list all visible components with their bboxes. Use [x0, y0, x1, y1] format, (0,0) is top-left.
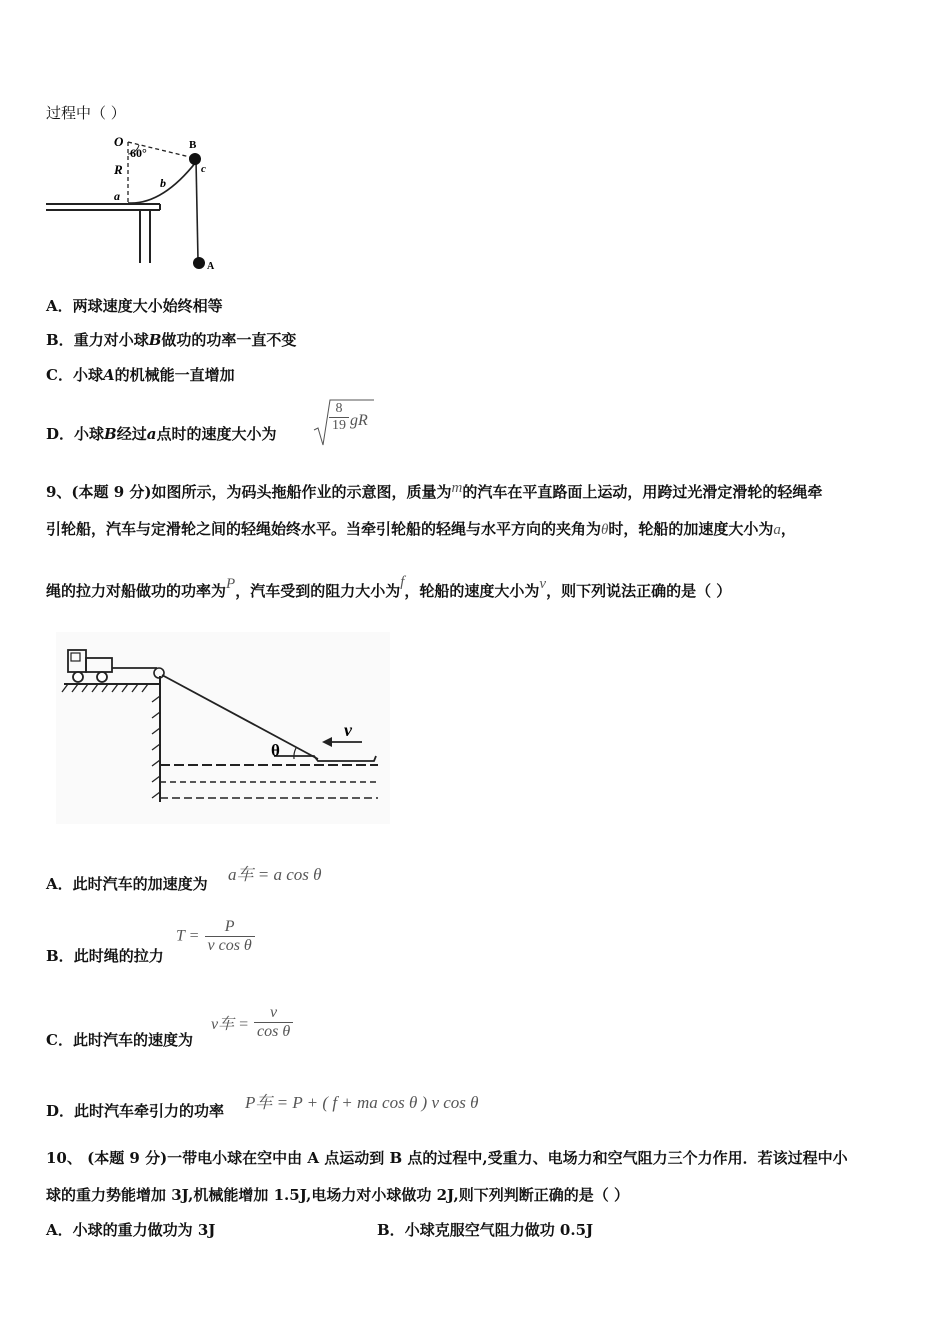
ball-b: [189, 153, 201, 165]
q9-option-b-formula: T = $\frac{P}{\text{v cos θ}}$: [176, 918, 255, 955]
q10-line-1: 10、 (本题 9 分)一带电小球在空中由 A 点运动到 B 点的过程中,受重力、电场力和空气阻力三个力作用．若该过程中小: [46, 1149, 848, 1167]
label-r: R: [114, 162, 123, 177]
q9-line-1: 9、(本题 9 分)如图所示，为码头拖船作业的示意图，质量为m的汽车在平直路面上运动，用跨过光滑定滑轮的轻绳牵: [46, 480, 823, 501]
label-o: O: [114, 134, 124, 149]
label-theta: θ: [271, 741, 280, 760]
figure-1-diagram: [44, 130, 234, 275]
q8-option-b: B．重力对小球B做功的功率一直不变: [46, 331, 297, 349]
q10-option-a: A．小球的重力做功为 3J: [46, 1221, 216, 1239]
q9-option-d-formula: P车 = P + ( f + ma cos θ ) v cos θ: [245, 1093, 479, 1112]
label-v: v: [344, 720, 352, 740]
label-angle: 60°: [130, 146, 147, 160]
q10-line-2: 球的重力势能增加 3J,机械能增加 1.5J,电场力对小球做功 2J,则下列判断正确的是（ ）: [46, 1186, 629, 1204]
label-b-arc: b: [160, 176, 166, 190]
q8-option-d: D．小球B经过a点时的速度大小为: [46, 425, 277, 443]
q8-option-a: A．两球速度大小始终相等: [46, 297, 223, 315]
q9-option-c-formula: v车 = $\frac{v}{\text{cos θ}}$: [211, 1004, 293, 1041]
q9-line-2: 引轮船，汽车与定滑轮之间的轻绳始终水平。当牵引轮船的轻绳与水平方向的夹角为θ时，轮船的加速度大小为a，: [46, 520, 796, 538]
q9-option-a-formula: a车 = a cos θ: [228, 865, 322, 884]
q9-option-c: C．此时汽车的速度为: [46, 1031, 193, 1049]
label-c: c: [201, 163, 206, 175]
intro-text: 过程中（ ）: [46, 104, 126, 122]
ball-a: [193, 257, 205, 269]
q9-line-3: 绳的拉力对船做功的功率为P，汽车受到的阻力大小为f，轮船的速度大小为v，则下列说法正确的是（ ）: [46, 574, 732, 600]
label-b: B: [189, 139, 197, 151]
label-a-ball: A: [207, 261, 215, 272]
q9-option-a: A．此时汽车的加速度为: [46, 875, 208, 893]
q10-option-b: B．小球克服空气阻力做功 0.5J: [377, 1221, 594, 1239]
figure-2-diagram: [56, 632, 390, 824]
label-a: a: [114, 189, 120, 203]
q8-option-c: C．小球A的机械能一直增加: [46, 366, 235, 384]
q9-option-d: D．此时汽车牵引力的功率: [46, 1102, 225, 1120]
q9-option-b: B．此时绳的拉力: [46, 947, 164, 965]
